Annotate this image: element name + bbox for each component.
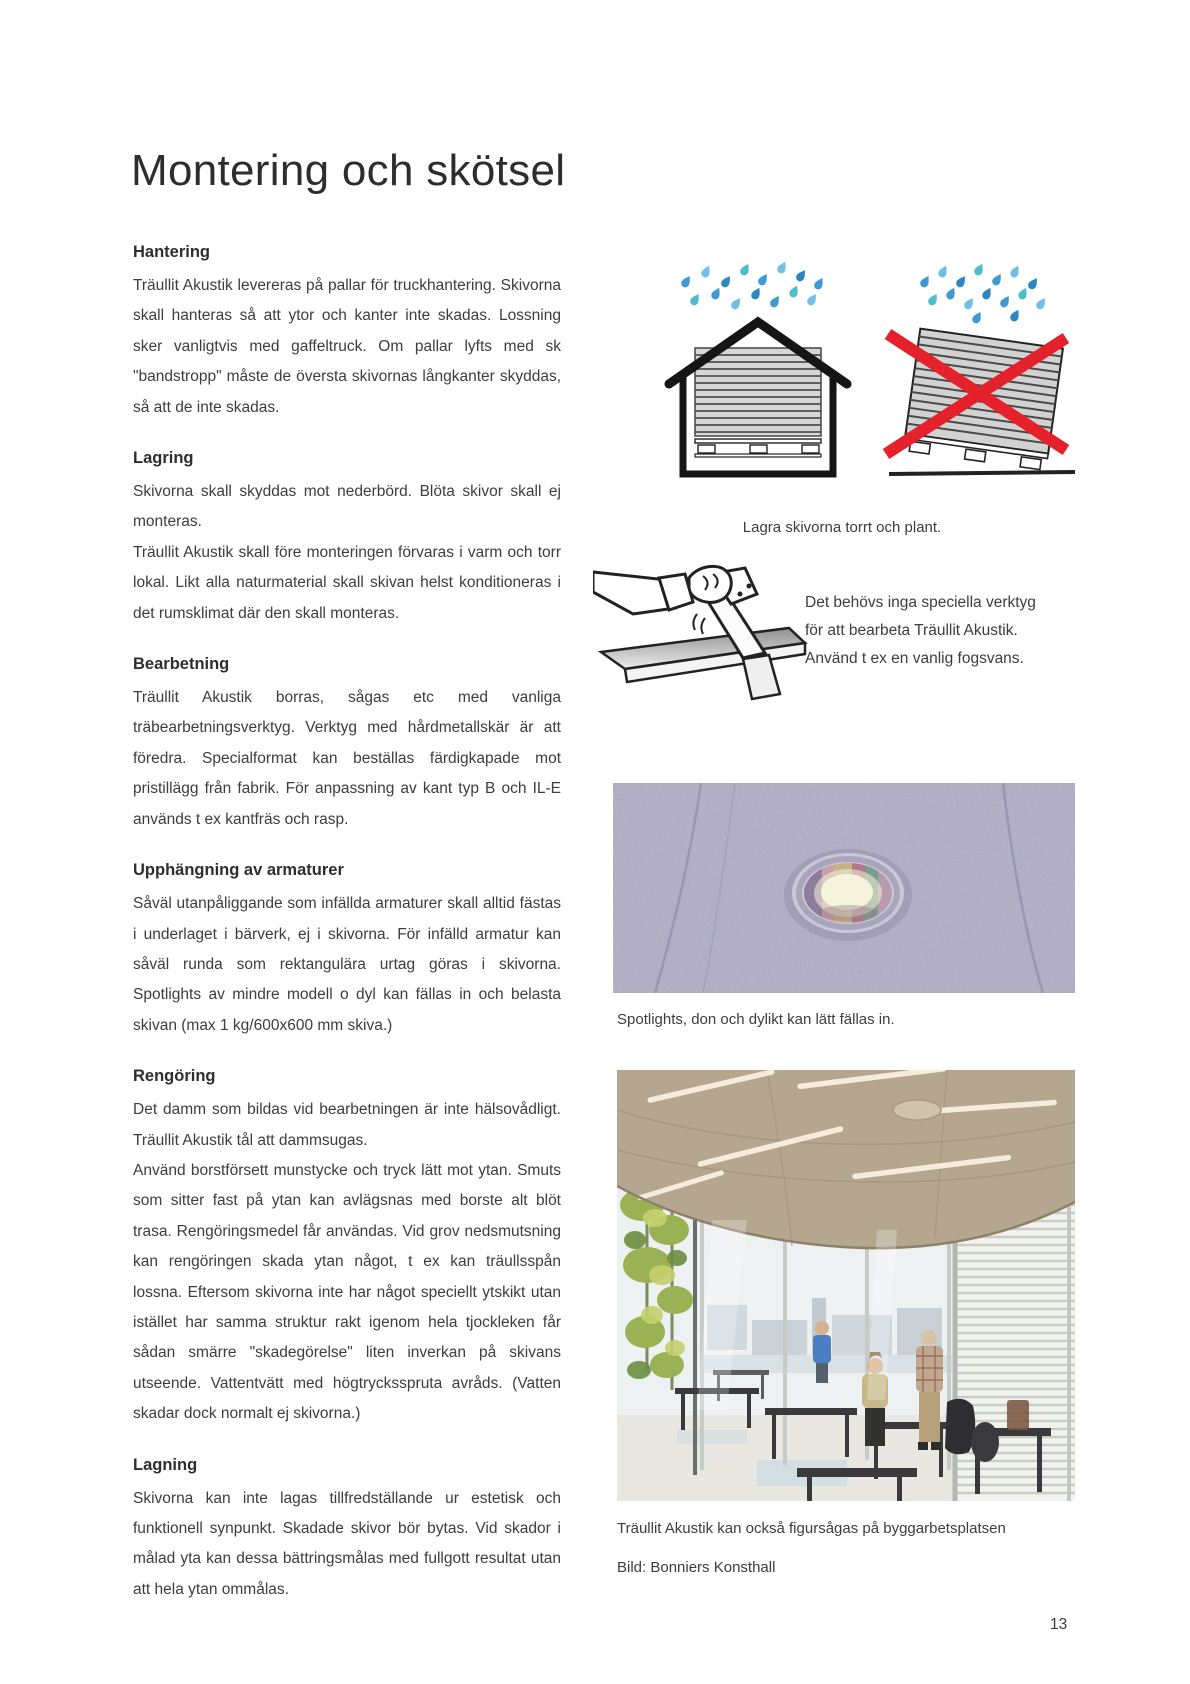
section-paragraph: Skivorna kan inte lagas tillfredställande ur estetisk och funktionell synpunkt. Skadade skivor bör bytas. Vid skador i målad yta kan dessa bättringsmålas med fullgott resultat utan att hela ytan ommålas.: [133, 1489, 561, 1598]
hand-icon: [689, 566, 731, 602]
cut-piece-icon: [743, 655, 780, 699]
spotlight-photo: [613, 783, 1075, 993]
ceiling-fixture-icon: [893, 1100, 941, 1120]
figure-column: [583, 243, 1083, 1643]
venetian-blinds: [955, 1198, 1075, 1501]
saw-note: Det behövs inga speciella verktyg för att bearbeta Träullit Akustik. Använd t ex en vanlig fogsvans.: [805, 594, 1036, 667]
section-paragraph: Använd borstförsett munstycke och tryck lätt mot ytan. Smuts som sitter fast på ytan kan avlägsnas med borste alt blöt trasa. Rengöringsmedel får användas. Vid grov nedsmutsning kan rengöringen skada ytan något, t ex kan träullsspån lossna. Eftersom skivorna inte har något speciellt ytskikt utan istället har samma struktur rakt igenom hela tjockleken får sådan smärre "skadegörelse" liten inverkan på skivans utseende. Vattentvätt med högtrycksspruta avråds. (Vatten skadar dock normalt ej skivorna.): [133, 1161, 561, 1423]
section-heading: Hantering: [133, 243, 211, 261]
section-hantering: [133, 243, 561, 423]
section-lagring: [133, 449, 561, 629]
section-heading: Rengöring: [133, 1067, 216, 1086]
recessed-spotlight-icon: [784, 849, 912, 941]
interior-photo: [617, 1070, 1075, 1501]
saw-illustration: [593, 556, 810, 704]
section-bearbetning: [133, 655, 561, 835]
motion-marks-icon: [693, 614, 705, 634]
page-title: Montering och skötsel: [131, 146, 566, 195]
board-stack-icon: [695, 348, 821, 457]
section-lagning: [133, 1456, 561, 1606]
storage-caption: Lagra skivorna torrt och plant.: [742, 519, 942, 536]
storage-illustration: [583, 260, 1075, 485]
section-paragraph: Skivorna skall skyddas mot nederbörd. Blöta skivor skall ej monteras.: [133, 483, 561, 531]
interior-caption: [617, 1509, 1063, 1587]
section-heading: Bearbetning: [133, 655, 230, 674]
section-paragraph: Såväl utanpåliggande som infällda armaturer skall alltid fästas i underlaget i bärverk, ej i skivorna. För infälld armatur kan såväl runda som rektangulära urtag göras i skivorna. Spotlights av mindre modell o dyl kan fällas in och belasta skivan (max 1 kg/600x600 mm skiva.): [133, 895, 561, 1034]
section-upphangning: [133, 861, 561, 1041]
rain-drops-icon: [680, 260, 826, 311]
text-column: [133, 243, 561, 1631]
section-paragraph: Träullit Akustik borras, sågas etc med vanliga träbearbetningsverktyg. Verktyg med hårdmetallskär är att föredra. Specialformat kan beställas färdigkapade mot pristillägg från fabrik. För anpassning av kant typ B och IL-E används t ex kantfräs och rasp.: [133, 689, 561, 828]
tilted-stack-icon: [886, 329, 1075, 474]
section-paragraph: Träullit Akustik skall före monteringen förvaras i varm och torr lokal. Likt alla naturmaterial skall skivan helst konditioneras i det rumsklimat där den skall monteras.: [133, 543, 561, 622]
house-icon: [669, 322, 847, 474]
section-paragraph: Träullit Akustik levereras på pallar för truckhantering. Skivorna skall hanteras så att ytor och kanter inte skadas. Lossning sker vanligtvis med gaffeltruck. Om pallar lyfts med sk "bandstropp" måste de översta skivornas långkanter skyddas, så att de inte skadas.: [133, 277, 561, 416]
interior-caption-line1: Träullit Akustik kan också figursågas på byggarbetsplatsen: [617, 1520, 1006, 1537]
section-rengoring: [133, 1067, 561, 1429]
section-heading: Upphängning av armaturer: [133, 861, 344, 880]
section-paragraph: Det damm som bildas vid bearbetningen är inte hälsovådligt. Träullit Akustik tål att dammsugas.: [133, 1101, 561, 1149]
section-heading: Lagning: [133, 1455, 198, 1474]
rain-drops-icon: [919, 262, 1048, 325]
page-number: 13: [1050, 1616, 1068, 1633]
spotlight-caption: Spotlights, don och dylikt kan lätt fällas in.: [617, 1011, 895, 1028]
interior-caption-line2: Bild: Bonniers Konsthall: [617, 1559, 776, 1576]
section-heading: Lagring: [133, 449, 194, 468]
